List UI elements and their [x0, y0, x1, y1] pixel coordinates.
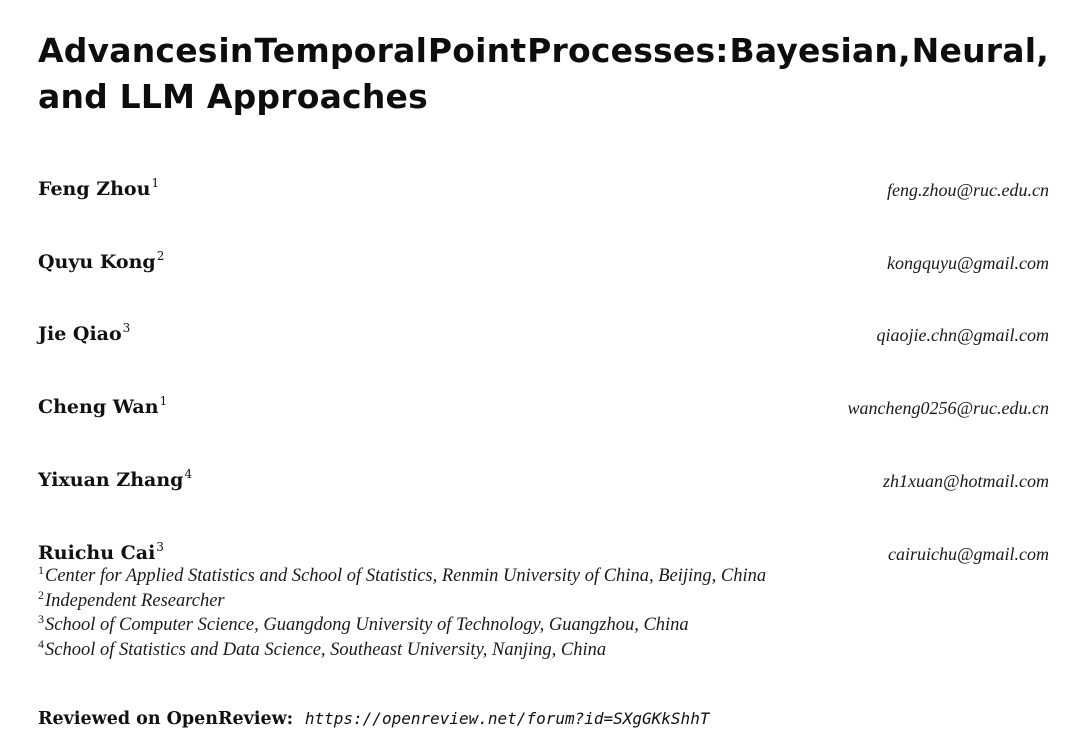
- author-row: [38, 394, 1049, 420]
- author-name: [38, 176, 159, 204]
- author-email[interactable]: feng.zhou@ruc.edu.cn: [886, 180, 1049, 200]
- affiliation-item: [38, 565, 1049, 590]
- author-row: [38, 249, 1049, 275]
- author-affiliation-mark: 2: [156, 249, 165, 263]
- author-name: [38, 540, 164, 568]
- author-name: [38, 394, 167, 422]
- author-row: [38, 467, 1049, 493]
- author-name: [38, 467, 192, 495]
- paper-title: [38, 28, 1049, 120]
- affiliation-mark: 4: [38, 636, 44, 651]
- affiliation-text: School of Computer Science, Guangdong University of Technology, Guangzhou, China: [45, 615, 689, 635]
- author-name-text: Yixuan Zhang: [38, 469, 184, 491]
- author-affiliation-mark: 3: [156, 540, 164, 554]
- title-word: Temporal: [254, 31, 428, 70]
- affiliation-text: Center for Applied Statistics and School of Statistics, Renmin University of China, Beijing, China: [45, 566, 767, 586]
- author-row: [38, 540, 1049, 566]
- author-name-text: Jie Qiao: [38, 323, 122, 345]
- title-word: Advances: [38, 31, 218, 70]
- affiliation-text: School of Statistics and Data Science, Southeast University, Nanjing, China: [45, 639, 607, 660]
- author-affiliation-mark: 3: [122, 321, 131, 335]
- author-email[interactable]: kongquyu@gmail.com: [886, 253, 1049, 273]
- title-word: Processes:: [527, 31, 729, 70]
- openreview-label: Reviewed on OpenReview:: [38, 709, 294, 729]
- title-word: Point: [427, 31, 527, 70]
- author-affiliation-mark: 1: [151, 176, 160, 190]
- author-row: [38, 176, 1049, 202]
- paper-title-line-2: and LLM Approaches: [38, 77, 428, 116]
- paper-title-line-1: [38, 28, 1049, 74]
- author-email[interactable]: wancheng0256@ruc.edu.cn: [847, 398, 1049, 418]
- author-name-text: Cheng Wan: [38, 396, 159, 418]
- affiliation-item: [38, 587, 1049, 615]
- affiliations-list: [38, 565, 1049, 663]
- author-affiliation-mark: 1: [159, 394, 168, 408]
- author-email[interactable]: zh1xuan@hotmail.com: [882, 471, 1049, 491]
- openreview-link[interactable]: https://openreview.net/forum?id=SXgGKkShhT: [304, 709, 710, 728]
- author-row: [38, 321, 1049, 347]
- openreview-line: [38, 706, 709, 732]
- author-email[interactable]: cairuichu@gmail.com: [887, 544, 1049, 564]
- affiliation-mark: 1: [38, 563, 44, 577]
- paper-page: [38, 0, 1049, 737]
- affiliation-item: [38, 636, 1049, 664]
- author-name: [38, 249, 164, 277]
- affiliation-mark: 3: [38, 612, 44, 626]
- affiliation-mark: 2: [38, 587, 44, 602]
- author-name: [38, 321, 130, 349]
- title-word: in: [218, 31, 254, 70]
- author-name-text: Ruichu Cai: [38, 542, 156, 564]
- author-name-text: Quyu Kong: [38, 251, 156, 273]
- affiliation-text: Independent Researcher: [45, 590, 225, 611]
- title-word: Bayesian,: [729, 31, 911, 70]
- title-word: Neural,: [911, 31, 1049, 70]
- author-affiliation-mark: 4: [184, 467, 193, 481]
- affiliation-item: [38, 614, 1049, 639]
- author-name-text: Feng Zhou: [38, 178, 151, 200]
- author-email[interactable]: qiaojie.chn@gmail.com: [876, 325, 1049, 345]
